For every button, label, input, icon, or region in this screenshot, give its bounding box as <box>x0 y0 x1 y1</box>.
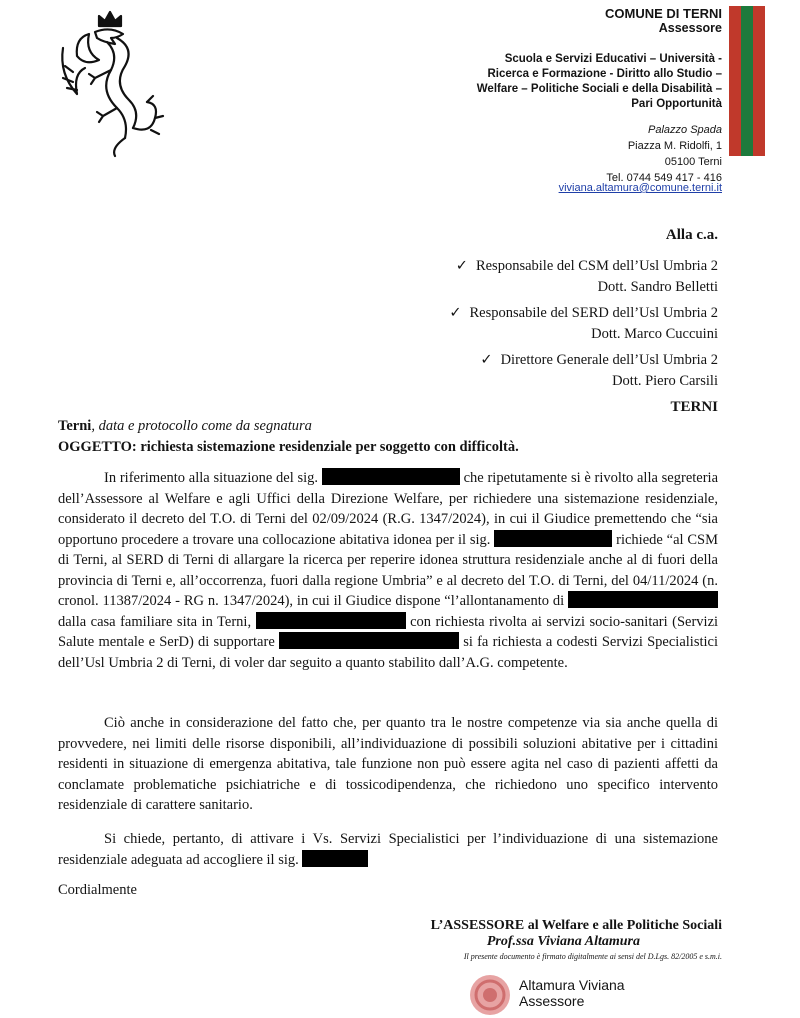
recipient-block <box>449 303 718 345</box>
signature-note: Il presente documento è firmato digitalmente ai sensi del D.Lgs. 82/2005 e s.m.i. <box>463 952 722 961</box>
redaction-box <box>302 850 368 867</box>
paragraph-text: richiede “al CSM di Terni, al SERD di Terni di allargare la ricerca per reperire idonea struttura residenziale anche al di fuori della provincia di Terni e, all’occorrenza, fuori dalla regione Umbria” e al decreto del T.O. di Terni, del 04/11/2024 (n. cronol. 11387/2024 - RG n. 1347/2024), in cui il Giudice dispone “l’allontanamento di <box>58 531 719 609</box>
recipient-name: Dott. Piero Carsili <box>612 373 718 389</box>
checkmark-icon: ✓ <box>480 352 493 368</box>
delega-line: Ricerca e Formazione - Diritto allo Studio – <box>487 68 722 80</box>
address-block <box>462 122 722 186</box>
paragraph-text: che ripetutamente si è rivolto alla segreteria dell’Assessore al Welfare e agli Uffici della Direzione Welfare, per richiedere una sistemazione residenziale, considerato il decreto del T.O. di Terni del 02/09/2024 (R.G. 1347/2024), in cui il Giudice premettendo che “sia opportuno procedere a trovare una collocazione abitativa idonea per il sig. <box>58 470 719 548</box>
redaction-box <box>568 591 718 608</box>
redaction-box <box>322 468 460 485</box>
body-paragraph-3 <box>58 829 718 870</box>
paragraph-text: In riferimento alla situazione del sig. <box>104 470 319 486</box>
flag-stripes <box>729 6 765 156</box>
signature-name: Prof.ssa Viviana Altamura <box>486 934 640 949</box>
checkmark-icon: ✓ <box>455 258 468 274</box>
redaction-box <box>279 632 459 649</box>
address-place: Palazzo Spada <box>648 124 722 136</box>
recipients-heading: Alla c.a. <box>665 227 718 243</box>
seal-role: Assessore <box>519 993 585 1009</box>
flag-stripe <box>753 6 765 156</box>
paragraph-text: con richiesta rivolta ai servizi socio-sanitari (Servizi Salute mentale e SerD) di supportare <box>58 613 719 650</box>
checkmark-icon: ✓ <box>449 305 462 321</box>
recipient-role: Responsabile del SERD dell’Usl Umbria 2 <box>469 305 718 321</box>
signature-title: L’ASSESSORE al Welfare e alle Politiche Sociali <box>430 918 722 933</box>
assessore-header: Assessore <box>658 21 722 35</box>
address-street: Piazza M. Ridolfi, 1 <box>627 140 722 152</box>
letter-place: Terni <box>58 418 92 434</box>
paragraph-text: si fa richiesta a codesti Servizi Specialistici dell’Usl Umbria 2 di Terni, di voler dar seguito a quanto stabilito dall’A.G. competente. <box>58 634 718 671</box>
address-tel: Tel. 0744 549 417 - 416 <box>606 172 722 184</box>
paragraph-text: Si chiede, pertanto, di attivare i Vs. Servizi Specialistici per l’individuazione di una sistemazione residenziale adeguata ad accogliere il sig. <box>58 831 718 868</box>
recipient-role: Direttore Generale dell’Usl Umbria 2 <box>500 352 718 368</box>
delega-line: Welfare – Politiche Sociali e della Disabilità – <box>476 83 722 95</box>
recipient-name: Dott. Marco Cuccuini <box>591 326 718 342</box>
delega-line: Scuola e Servizi Educativi – Università - <box>504 53 722 65</box>
recipient-role: Responsabile del CSM dell’Usl Umbria 2 <box>475 258 718 274</box>
date-note: , data e protocollo come da segnatura <box>91 418 312 434</box>
terni-dragon-crest-icon <box>55 8 175 158</box>
email-link[interactable]: viviana.altamura@comune.terni.it <box>558 182 722 194</box>
closing-line: Cordialmente <box>58 882 137 898</box>
seal-name: Altamura Viviana <box>519 977 625 993</box>
delega-line: Pari Opportunità <box>631 98 722 110</box>
recipient-block <box>480 350 718 392</box>
comune-title: COMUNE DI TERNI <box>605 6 722 21</box>
redaction-box <box>256 612 406 629</box>
address-city: 05100 Terni <box>664 156 722 168</box>
recipient-name: Dott. Sandro Belletti <box>597 279 718 295</box>
recipients-city: TERNI <box>670 399 718 415</box>
flag-stripe <box>741 6 753 156</box>
redaction-box <box>494 530 612 547</box>
body-paragraph-1 <box>58 468 718 673</box>
paragraph-text: dalla casa familiare sita in Terni, <box>58 613 252 630</box>
digital-seal-icon <box>467 972 513 1018</box>
flag-stripe <box>729 6 741 156</box>
place-date-line <box>58 418 312 435</box>
letter-subject: OGGETTO: richiesta sistemazione residenziale per soggetto con difficoltà. <box>58 439 519 455</box>
deleghe-block <box>422 52 722 112</box>
body-paragraph-2: Ciò anche in considerazione del fatto che, per quanto tra le nostre competenze via sia anche quella di provvedere, nei limiti delle risorse disponibili, all’individuazione di possibili soluzioni abitative per i cittadini residenti in situazione di emergenza abitativa, tale funzione non può essere agita nel caso di pazienti affetti da conclamate problematiche psichiatriche e di tossicodipendenza, che richiedono uno specifico intervento residenziale di carattere sanitario. <box>58 715 718 813</box>
recipient-block <box>456 256 718 298</box>
